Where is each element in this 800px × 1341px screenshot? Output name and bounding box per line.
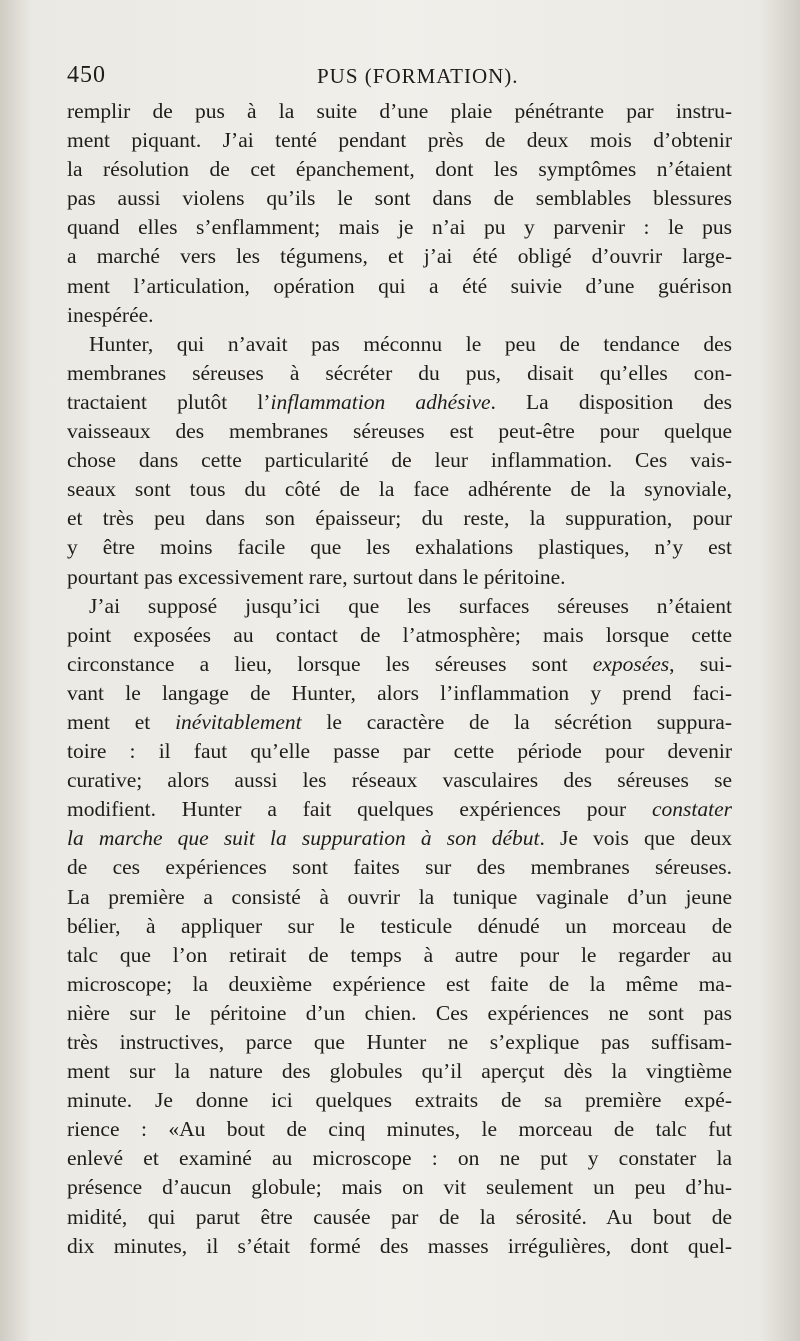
italic-phrase: la marche que suit la suppuration à son début [67,826,540,851]
text-line: rience : «Au bout de cinq minutes, le morceau de talc fut [67,1117,732,1142]
text-line: y être moins facile que les exhalations plastiques, n’y est [67,535,732,560]
text-segment: modifient. Hunter a fait quelques expériences pour [67,797,652,822]
text-line: curative; alors aussi les réseaux vasculaires des séreuses se [67,768,732,793]
text-line: membranes séreuses à sécréter du pus, disait qu’elles con- [67,360,732,385]
text-line: remplir de pus à la suite d’une plaie pénétrante par instru- [67,99,732,123]
text-line: de ces expériences sont faites sur des membranes séreuses. [67,855,732,880]
text-line: la résolution de cet épanchement, dont les symptômes n’étaient [67,157,732,182]
italic-phrase: exposées [592,651,670,676]
text-line: présence d’aucun globule; mais on vit seulement un peu d’hu- [67,1175,732,1200]
text-line: pas aussi violens qu’ils le sont dans de semblables blessures [67,186,732,211]
text-line [67,824,732,853]
body-text [67,97,732,1261]
text-segment: tractaient plutôt l’ [67,389,271,414]
text-line: toire : il faut qu’elle passe par cette période pour devenir [67,739,732,764]
text-segment: circonstance a lieu, lorsque les séreuses sont [67,651,593,676]
text-line: très instructives, parce que Hunter ne s’explique pas suffisam- [67,1030,732,1054]
italic-phrase: inévitablement [175,709,302,734]
text-line: dix minutes, il s’était formé des masses irrégulières, dont quel- [67,1233,732,1258]
text-line: ment sur la nature des globules qu’il aperçut dès la vingtième [67,1059,732,1084]
text-line: bélier, à appliquer sur le testicule dénudé un morceau de [67,913,732,938]
text-line: a marché vers les tégumens, et j’ai été obligé d’ouvrir large- [67,244,732,269]
text-line: enlevé et examiné au microscope : on ne put y constater la [67,1146,732,1171]
text-line: pourtant pas excessivement rare, surtout dans le péritoine. [67,564,566,589]
text-segment: , sui- [669,651,732,676]
text-line: nière sur le péritoine d’un chien. Ces expériences ne sont pas [67,1000,732,1025]
text-line: microscope; la deuxième expérience est faite de la même ma- [67,971,732,996]
text-line: vaisseaux des membranes séreuses est peut-être pour quelque [67,419,732,444]
italic-phrase: constater [651,797,732,822]
text-line: midité, qui parut être causée par de la sérosité. Au bout de [67,1204,732,1229]
running-head: PUS (FORMATION). [317,64,519,88]
text-line: ment piquant. J’ai tenté pendant près de deux mois d’obtenir [67,128,732,153]
text-line: La première a consisté à ouvrir la tunique vaginale d’un jeune [67,884,732,909]
text-line: quand elles s’enflamment; mais je n’ai pu y parvenir : le pus [67,215,732,240]
text-line: chose dans cette particularité de leur inflammation. Ces vais- [67,448,732,473]
page-number: 450 [67,62,106,88]
text-line: ment l’articulation, opération qui a été suivie d’une guérison [67,273,732,298]
text-line [67,708,732,737]
text-line: point exposées au contact de l’atmosphère; mais lorsque cette [67,622,732,647]
text-line [67,795,732,824]
text-segment: . Je vois que deux [539,826,732,851]
text-line: Hunter, qui n’avait pas méconnu le peu de tendance des [89,331,732,356]
page-header [67,62,735,92]
text-line: seaux sont tous du côté de la face adhérente de la synoviale, [67,477,732,502]
text-line: vant le langage de Hunter, alors l’inflammation y prend faci- [67,680,732,705]
text-segment: . La disposition des [490,389,732,414]
text-segment: le caractère de la sécrétion suppura- [301,709,732,734]
text-segment: ment et [67,709,176,734]
italic-phrase: inflammation adhésive [270,389,491,414]
text-line: talc que l’on retirait de temps à autre pour le regarder au [67,942,732,967]
text-line [67,650,732,679]
text-line [67,388,732,417]
text-line: minute. Je donne ici quelques extraits de sa première expé- [67,1088,732,1113]
text-line: et très peu dans son épaisseur; du reste, la suppuration, pour [67,506,732,531]
text-line: inespérée. [67,302,154,327]
text-line: J’ai supposé jusqu’ici que les surfaces séreuses n’étaient [89,593,732,618]
